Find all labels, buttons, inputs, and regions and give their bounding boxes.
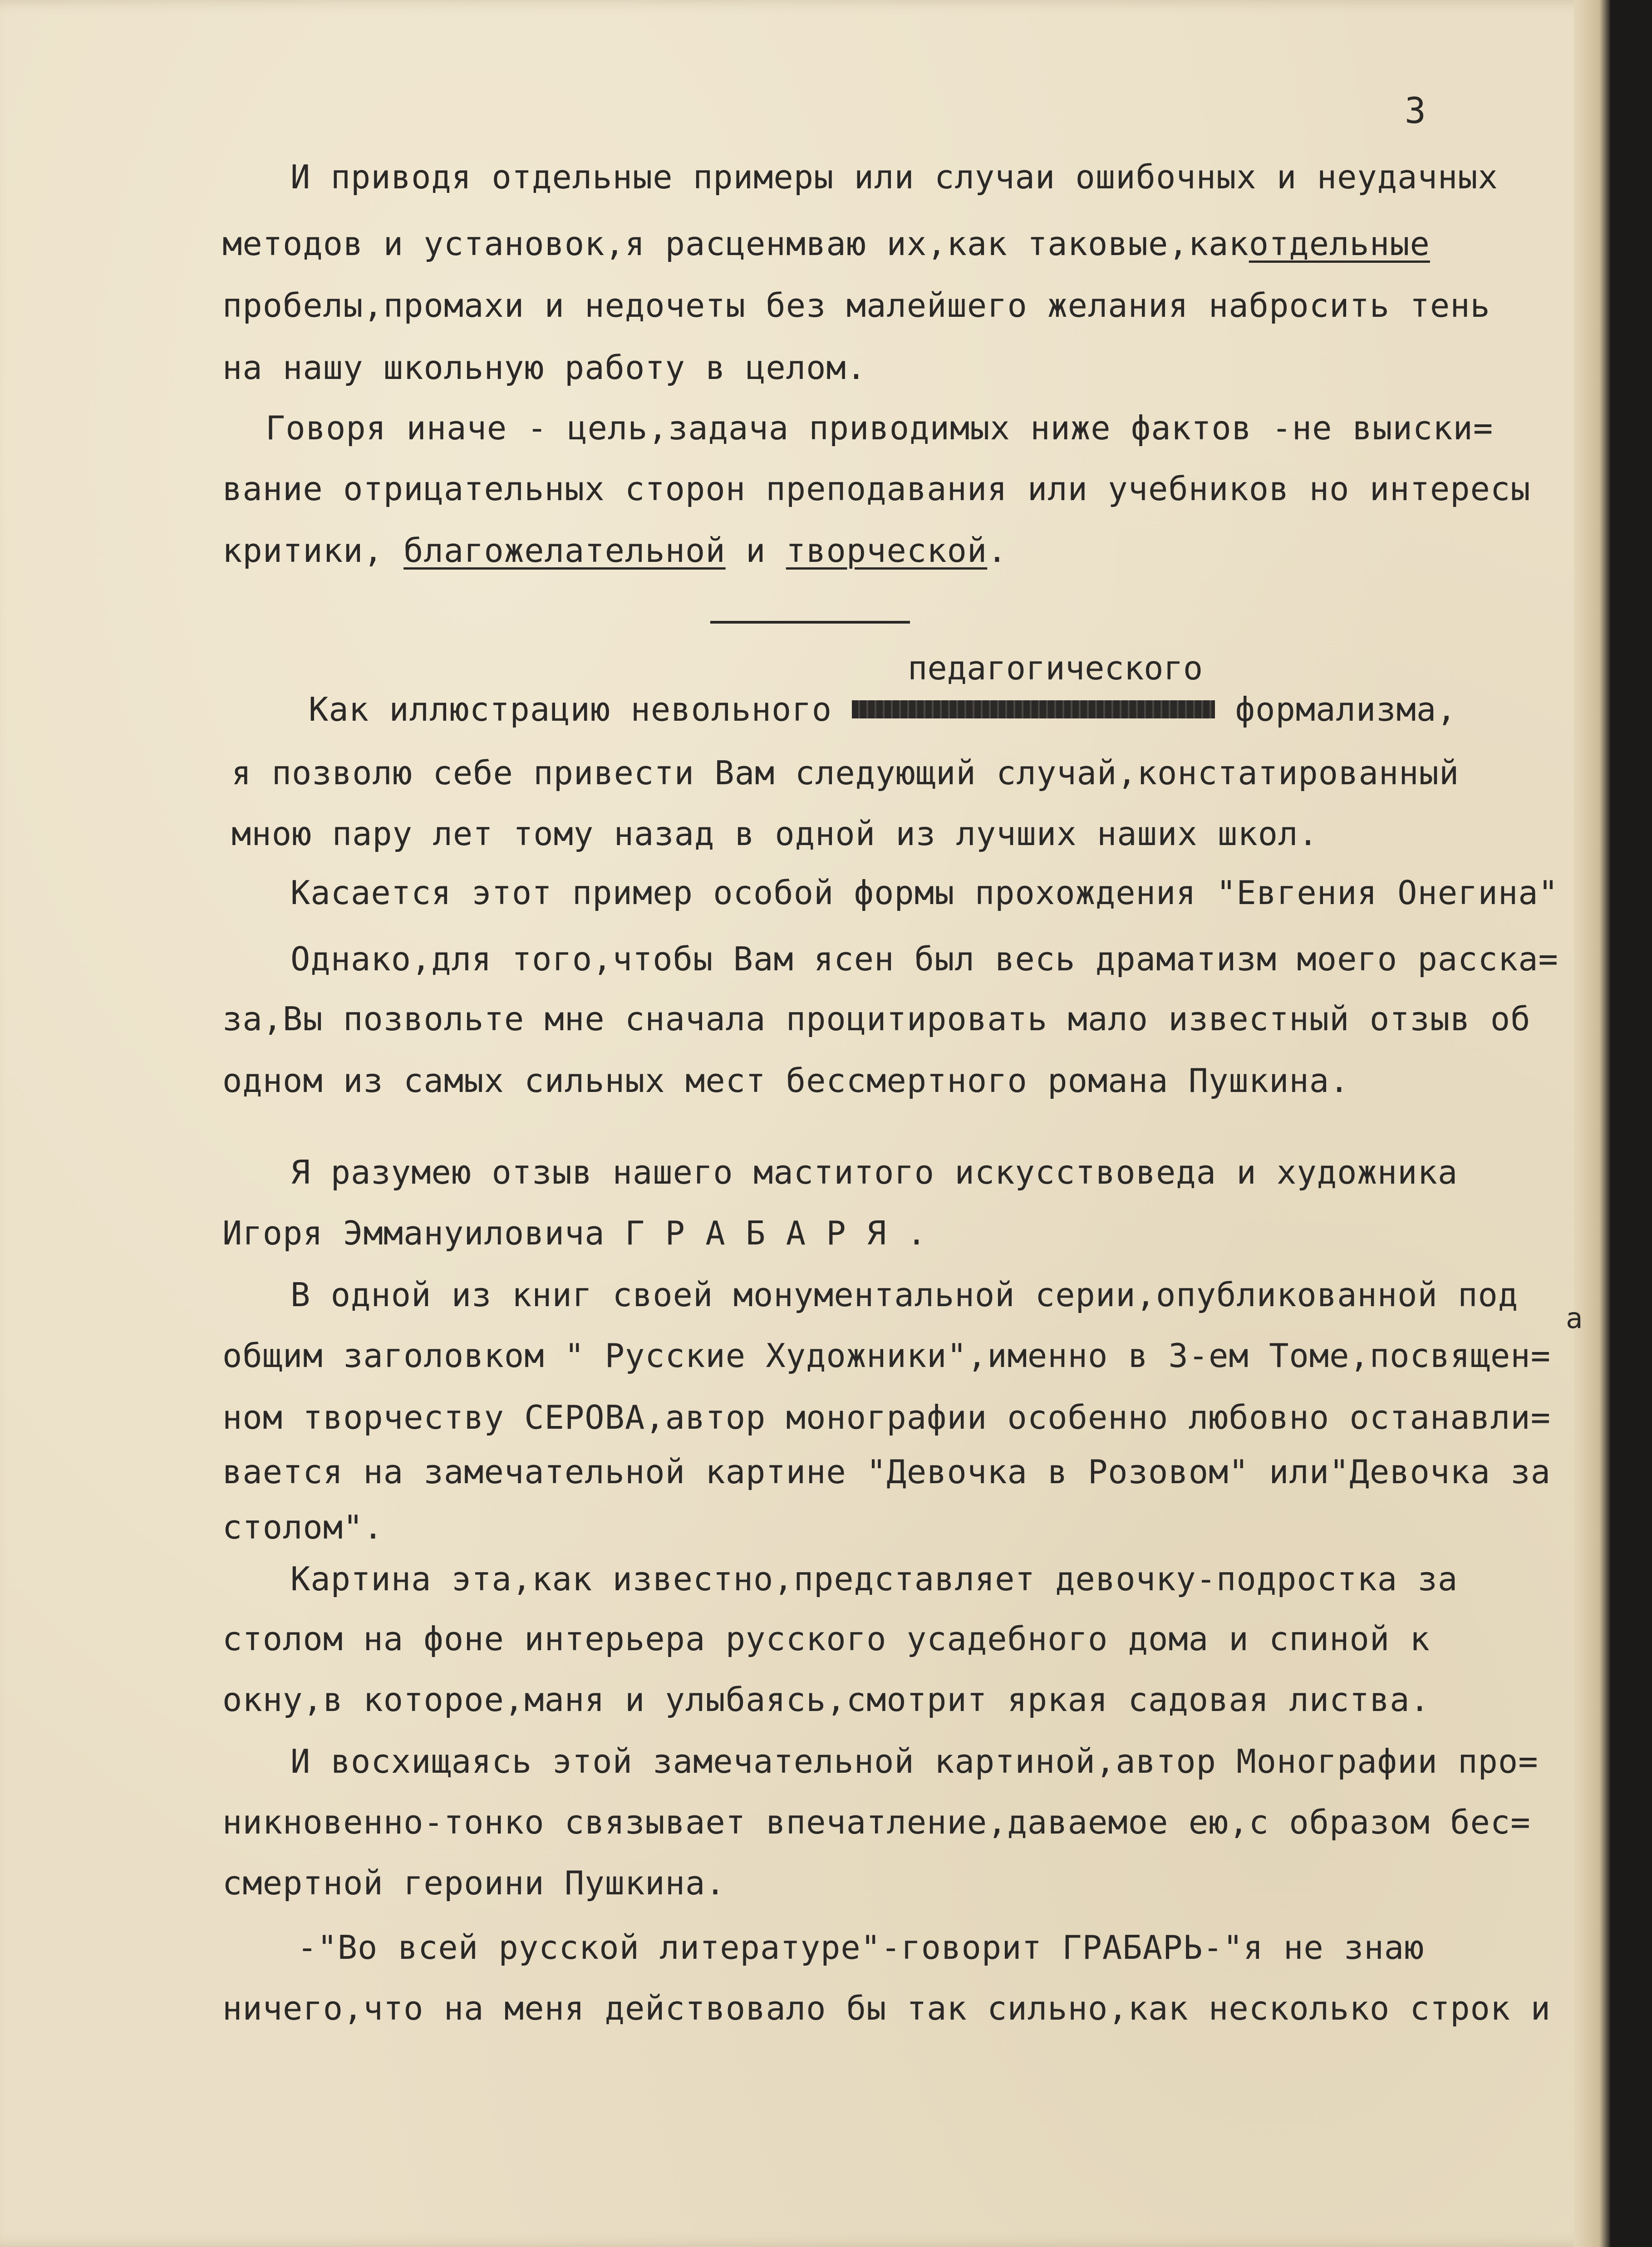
struck-out-text (852, 700, 1215, 718)
section-divider (710, 621, 910, 624)
text-line: пробелы,промахи и недочеты без малейшего желания набросить тень (222, 286, 1490, 325)
text-line: столом на фоне интерьера русского усадебного дома и спиной к (222, 1620, 1430, 1658)
text-line: одном из самых сильных мест бессмертного романа Пушкина. (222, 1062, 1350, 1100)
text-line: вается на замечательной картине "Девочка в Розовом" или"Девочка за (222, 1453, 1551, 1491)
text-line (222, 223, 1430, 264)
text-line: на нашу школьную работу в целом. (222, 349, 867, 387)
text-line: окну,в которое,маня и улыбаясь,смотрит яркая садовая листва. (222, 1681, 1430, 1719)
text-segment: . (987, 531, 1008, 570)
text-line: никновенно-тонко связывает впечатление,даваемое ею,с образом бес= (222, 1803, 1531, 1841)
text-line: столом". (222, 1508, 384, 1546)
text-line (222, 530, 1008, 571)
text-segment: методов и установок,я расценмваю их,как таковые,как (222, 225, 1249, 263)
text-line: мною пару лет тому назад в одной из лучших наших школ. (231, 815, 1318, 853)
text-line: И приводя отдельные примеры или случаи ошибочных и неудачных (290, 158, 1498, 196)
page-edge (1574, 0, 1610, 2247)
text-line: я позволю себе привести Вам следующий случай,констатированный (231, 754, 1460, 792)
text-segment: Как иллюстрацию невольного (309, 690, 832, 728)
text-line: Я разумею отзыв нашего маститого искусствоведа и художника (290, 1153, 1458, 1191)
text-line: Касается этот пример особой формы прохождения "Евгения Онегина" (290, 874, 1559, 912)
text-line: И восхищаясь этой замечательной картиной,автор Монографии про= (290, 1742, 1539, 1780)
text-line: -"Во всей русской литературе"-говорит ГРАБАРЬ-"я не знаю (297, 1928, 1425, 1967)
page-number: 3 (1405, 91, 1426, 132)
text-line: Говоря иначе - цель,задача приводимых ниже фактов -не выиски= (266, 409, 1494, 447)
text-line: Игоря Эммануиловича Г Р А Б А Р Я . (222, 1214, 927, 1252)
text-line: Однако,для того,чтобы Вам ясен был весь драматизм моего расска= (290, 940, 1559, 978)
text-segment: критики, (222, 531, 384, 570)
handwritten-insertion: педагогического (908, 649, 1203, 687)
underlined-word: отдельные (1249, 225, 1430, 263)
text-line: общим заголовком " Русские Художники",именно в 3-ем Томе,посвящен= (222, 1337, 1551, 1375)
text-segment: и (746, 531, 766, 570)
text-line: В одной из книг своей монументальной серии,опубликованной под (290, 1276, 1519, 1314)
text-line: за,Вы позвольте мне сначала процитировать мало известный отзыв об (222, 1000, 1531, 1038)
text-line: смертной героини Пушкина. (222, 1864, 726, 1902)
underlined-word: благожелательной (403, 531, 726, 570)
margin-letter: а (1566, 1302, 1583, 1335)
text-line (309, 689, 1457, 730)
text-segment: формализма, (1235, 690, 1457, 728)
text-line: вание отрицательных сторон преподавания или учебников но интересы (222, 470, 1531, 508)
underlined-word: творческой (786, 531, 988, 570)
text-line: ничего,что на меня действовало бы так сильно,как несколько строк и (222, 1989, 1551, 2027)
text-line: Картина эта,как известно,представляет девочку-подростка за (290, 1560, 1458, 1598)
text-line: ном творчеству СЕРОВА,автор монографии особенно любовно останавли= (222, 1398, 1551, 1436)
